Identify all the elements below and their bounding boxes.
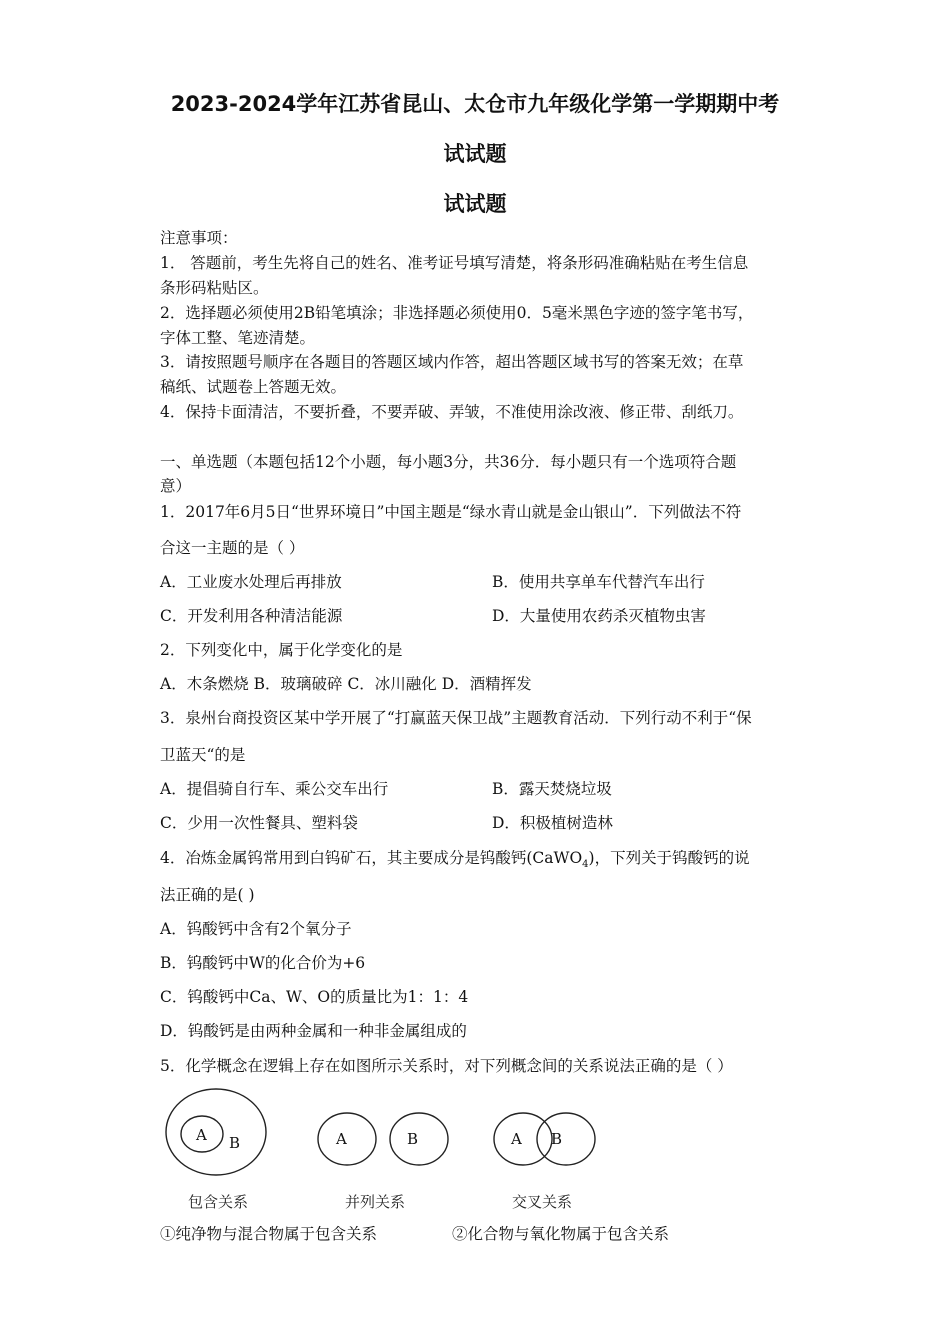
q1-stem-line2: 合这一主题的是（ ） (160, 539, 305, 557)
contain-relation-figure (166, 1089, 266, 1211)
q4-formula-subscript: 4 (582, 859, 589, 871)
exam-title-line3: 试试题 (443, 192, 507, 216)
q5-statement-1: ①纯净物与混合物属于包含关系 (160, 1225, 378, 1243)
contain-label: 包含关系 (188, 1193, 249, 1211)
contain-letter-a: A (196, 1126, 207, 1144)
cross-letter-b: B (551, 1130, 563, 1148)
q4-option-b: B．钨酸钙中W的化合价为+6 (160, 954, 366, 972)
cross-circle-a (494, 1113, 552, 1165)
q1-option-a: A．工业废水处理后再排放 (160, 573, 342, 591)
q5-statement-2: ②化合物与氧化物属于包含关系 (452, 1225, 670, 1243)
parallel-letter-b: B (407, 1130, 419, 1148)
q1-stem-line1: 1．2017年6月5日“世界环境日”中国主题是“绿水青山就是金山银山”．下列做法不符 (160, 503, 742, 521)
q3-option-c: C．少用一次性餐具、塑料袋 (160, 814, 358, 832)
notice-item-4: 4．保持卡面清洁，不要折叠，不要弄破、弄皱，不准使用涂改液、修正带、刮纸刀。 (160, 403, 744, 421)
q1-option-c: C．开发利用各种清洁能源 (160, 607, 343, 625)
exam-title-line2: 试试题 (443, 142, 507, 166)
cross-relation-figure (494, 1113, 595, 1211)
q4-stem-post: )，下列关于钨酸钙的说 (588, 849, 750, 867)
q3-stem-line1: 3．泉州台商投资区某中学开展了“打赢蓝天保卫战”主题教育活动．下列行动不利于“保 (160, 709, 752, 727)
q2-options: A．木条燃烧 B．玻璃破碎 C．冰川融化 D．酒精挥发 (160, 675, 532, 693)
notice-item-3b: 稿纸、试题卷上答题无效。 (160, 378, 347, 396)
q3-stem-line2: 卫蓝天“的是 (160, 746, 246, 764)
cross-circle-b (537, 1113, 595, 1165)
q5-relationship-diagram (150, 1082, 620, 1222)
notice-item-1a: 1． 答题前，考生先将自己的姓名、准考证号填写清楚，将条形码准确粘贴在考生信息 (160, 254, 749, 272)
section-heading-line2: 意） (160, 477, 192, 495)
q3-option-d: D．积极植树造林 (492, 814, 613, 832)
q4-option-c: C．钨酸钙中Ca、W、O的质量比为1：1：4 (160, 988, 469, 1006)
parallel-circle-b (390, 1113, 448, 1165)
q4-option-d: D．钨酸钙是由两种金属和一种非金属组成的 (160, 1022, 467, 1040)
q5-stem: 5．化学概念在逻辑上存在如图所示关系时，对下列概念间的关系说法正确的是（ ） (160, 1057, 733, 1075)
q4-option-a: A．钨酸钙中含有2个氧分子 (160, 920, 352, 938)
cross-letter-a: A (511, 1130, 522, 1148)
notice-item-3a: 3．请按照题号顺序在各题目的答题区域内作答，超出答题区域书写的答案无效；在草 (160, 353, 744, 371)
parallel-circle-a (318, 1113, 376, 1165)
notice-item-1b: 条形码粘贴区。 (160, 279, 269, 297)
parallel-relation-figure (318, 1113, 448, 1211)
q2-stem: 2．下列变化中，属于化学变化的是 (160, 641, 403, 659)
notice-heading: 注意事项： (160, 229, 238, 247)
q4-stem-pre: 4．冶炼金属钨常用到白钨矿石，其主要成分是钨酸钙(CaWO (160, 849, 583, 867)
q4-stem-line1 (160, 848, 800, 875)
q4-stem-line2: 法正确的是( ) (160, 886, 255, 904)
section-heading-line1: 一、单选题（本题包括12个小题，每小题3分，共36分．每小题只有一个选项符合题 (160, 453, 737, 471)
q1-option-b: B．使用共享单车代替汽车出行 (492, 573, 705, 591)
q3-option-a: A．提倡骑自行车、乘公交车出行 (160, 780, 389, 798)
q1-option-d: D．大量使用农药杀灭植物虫害 (492, 607, 706, 625)
notice-item-2a: 2．选择题必须使用2B铅笔填涂；非选择题必须使用0．5毫米黑色字迹的签字笔书写， (160, 304, 754, 322)
parallel-letter-a: A (336, 1130, 347, 1148)
exam-title-line1: 2023-2024学年江苏省昆山、太仓市九年级化学第一学期期中考 (170, 92, 780, 116)
parallel-label: 并列关系 (345, 1193, 406, 1211)
cross-label: 交叉关系 (512, 1193, 573, 1211)
contain-letter-b: B (229, 1134, 241, 1152)
notice-item-2b: 字体工整、笔迹清楚。 (160, 329, 316, 347)
q3-option-b: B．露天焚烧垃圾 (492, 780, 612, 798)
